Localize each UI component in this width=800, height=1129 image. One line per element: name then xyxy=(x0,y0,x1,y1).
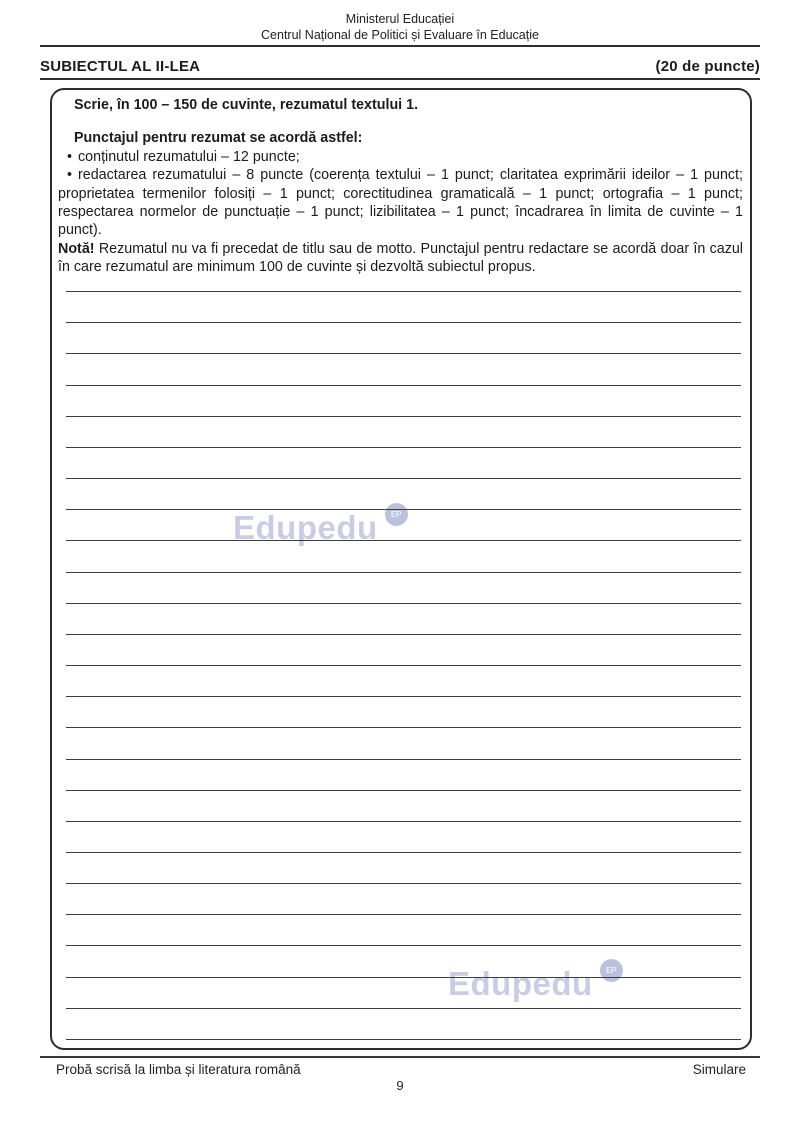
document-header xyxy=(0,11,800,43)
answer-line xyxy=(66,946,741,977)
footer-exam-name: Probă scrisă la limba și literatura română xyxy=(56,1062,301,1077)
subject-bar xyxy=(40,58,760,80)
bullet-marker: • xyxy=(67,149,73,166)
scoring-item-content xyxy=(67,148,743,166)
center-name: Centrul Național de Politici și Evaluare în Educație xyxy=(261,28,539,42)
task-instructions xyxy=(58,96,743,276)
answer-line xyxy=(66,884,741,915)
scoring-item-redaction xyxy=(58,166,743,239)
edupedu-logo-icon: EP xyxy=(600,959,623,982)
answer-line xyxy=(66,354,741,385)
answer-line xyxy=(66,604,741,635)
answer-line xyxy=(66,292,741,323)
edupedu-logo-icon: EP xyxy=(385,503,408,526)
answer-line xyxy=(66,635,741,666)
answer-line xyxy=(66,697,741,728)
answer-line xyxy=(66,261,741,292)
answer-line xyxy=(66,573,741,604)
footer-session-label: Simulare xyxy=(692,1062,746,1077)
answer-line xyxy=(66,666,741,697)
answer-line xyxy=(66,915,741,946)
edupedu-watermark-text: Edupedu xyxy=(233,509,378,546)
footer-divider xyxy=(40,1056,760,1058)
scoring-heading: Punctajul pentru rezumat se acordă astfel: xyxy=(74,130,363,147)
answer-line xyxy=(66,448,741,479)
answer-line xyxy=(66,978,741,1009)
answer-line xyxy=(66,791,741,822)
header-divider xyxy=(40,45,760,47)
scoring-item-redaction-text: redactarea rezumatului – 8 puncte (coerența textului – 1 punct; claritatea exprimării ideilor – 1 punct; proprietatea termenilor folosiți – 1 punct; corectitudinea gramaticală – 1 punct; ortografia – 1 punct; respectarea normelor de punctuație – 1 punct; lizibilitatea – 1 punct; încadrarea în limita de cuvinte – 1 punct). xyxy=(58,167,743,239)
answer-line xyxy=(66,1009,741,1040)
note-text: Rezumatul nu va fi precedat de titlu sau de motto. Punctajul pentru redactare se acordă doar în cazul în care rezumatul are minimum 100 de cuvinte și dezvoltă subiectul propus. xyxy=(58,240,743,275)
answer-line xyxy=(66,510,741,541)
subject-title: SUBIECTUL AL II-LEA xyxy=(40,58,201,75)
task-prompt: Scrie, în 100 – 150 de cuvinte, rezumatul textului 1. xyxy=(74,97,419,113)
bullet-marker: • xyxy=(67,167,73,184)
answer-line xyxy=(66,386,741,417)
answer-lines xyxy=(66,261,741,1040)
answer-line xyxy=(66,728,741,759)
footer xyxy=(40,1062,760,1077)
answer-line xyxy=(66,323,741,354)
answer-line xyxy=(66,822,741,853)
answer-line xyxy=(66,853,741,884)
answer-line xyxy=(66,417,741,448)
note-label: Notă! xyxy=(58,240,95,257)
edupedu-watermark-text: Edupedu xyxy=(448,965,593,1002)
ministry-name: Ministerul Educației xyxy=(345,12,455,26)
answer-line xyxy=(66,541,741,572)
answer-line xyxy=(66,760,741,791)
scoring-item-content-text: conținutul rezumatului – 12 puncte; xyxy=(78,149,300,166)
answer-line xyxy=(66,479,741,510)
subject-points: (20 de puncte) xyxy=(655,58,760,75)
page-number: 9 xyxy=(396,1078,404,1093)
